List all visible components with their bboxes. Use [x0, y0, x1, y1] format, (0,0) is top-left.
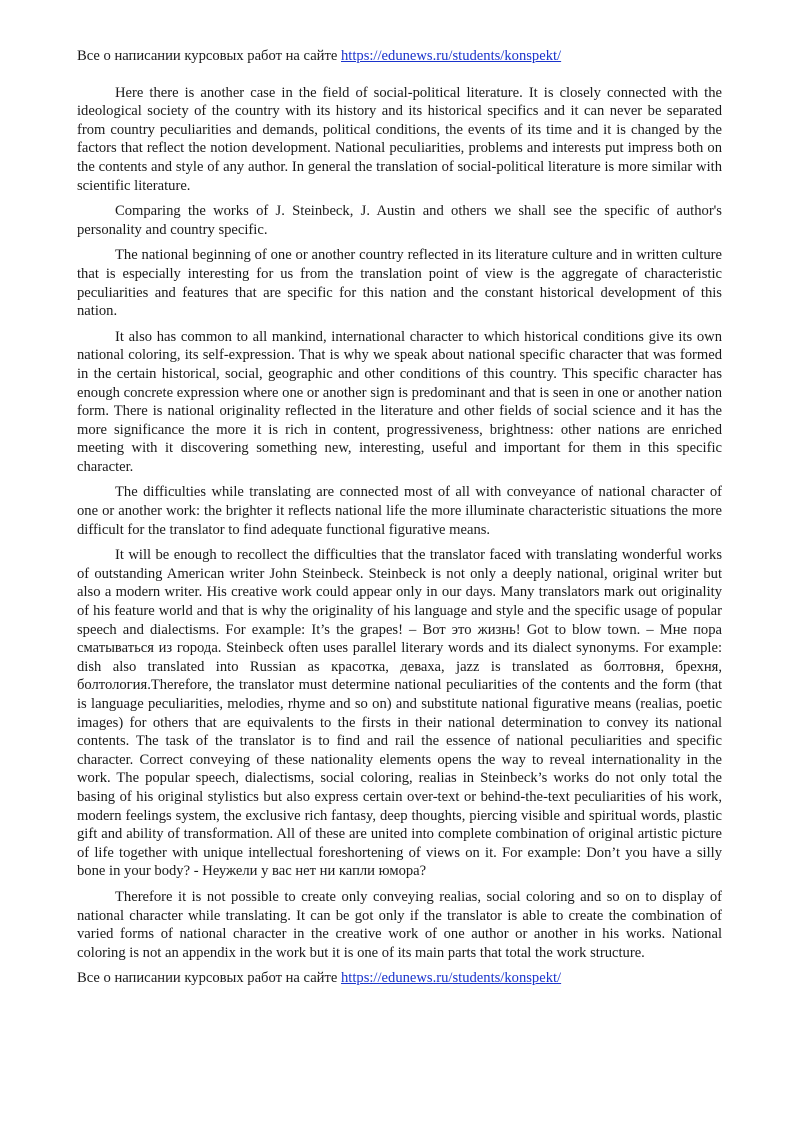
document-page: [77, 47, 722, 988]
paragraph-2: Comparing the works of J. Steinbeck, J. Austin and others we shall see the specific of author's personality and country specific.: [77, 203, 722, 238]
paragraph-5: The difficulties while translating are connected most of all with conveyance of national character of one or another work: the brighter it reflects national life the more illuminate characteristic situations the more difficult for the translator to find adequate functional figurative means.: [77, 484, 722, 538]
footer-link[interactable]: https://edunews.ru/students/konspekt/: [341, 970, 562, 987]
paragraph-1: Here there is another case in the field of social-political literature. It is closely connected with the ideological society of the country with its history and its historical specifics and it can never be separated from country peculiarities and demands, political conditions, the events of its time and it is changed by the factors that reflect the notion development. National peculiarities, problems and interests put impress both on the contents and style of any author. In general the translation of social-political literature is more similar with scientific literature.: [77, 84, 722, 194]
header-text: Все о написании курсовых работ на сайте: [77, 48, 341, 64]
page-header: [77, 47, 722, 66]
paragraph-3: The national beginning of one or another country reflected in its literature culture and in written culture that is especially interesting for us from the translation point of view is the aggregate of characteristic peculiarities and features that are specific for this nation and the constant historical development of this nation.: [77, 247, 722, 320]
header-link[interactable]: https://edunews.ru/students/konspekt/: [341, 48, 562, 64]
footer-text: Все о написании курсовых работ на сайте: [77, 970, 341, 987]
paragraph-4: It also has common to all mankind, international character to which historical conditions give its own national coloring, its self-expression. That is why we speak about national specific character that was formed in the certain historical, social, geographic and other conditions of this country. This specific character has enough concrete expression where one or another sign is predominant and that is seen in one or another nation form. There is national originality reflected in the literature and other fields of social science and it has the more significance the more it is rich in content, progressiveness, brightness: other nations are enriched meeting with it discovering something new, interesting, useful and important for them in this specific character.: [77, 328, 722, 475]
paragraph-7: Therefore it is not possible to create only conveying realias, social coloring and so on to display of national character while translating. It can be got only if the translator is able to create the combination of varied forms of national character in the creative work of one author or another in his works. National coloring is not an appendix in the work but it is one of its main parts that total the work structure.: [77, 888, 722, 961]
paragraph-6: It will be enough to recollect the difficulties that the translator faced with translating wonderful works of outstanding American writer John Steinbeck. Steinbeck is not only a deeply national, original writer but also a modern writer. His creative work could appear only in our days. Many translators mark out originality of his feature world and that is why the originality of his language and style and the specific usage of popular speech and dialectisms. For example: It’s the grapes! – Вот это жизнь! Got to blow town. – Мне пора сматываться из города. Steinbeck often uses parallel literary words and its dialect synonyms. For example: dish also translated into Russian as красотка, деваха, jazz is translated as болтовня, брехня, болтология.Therefore, the translator must determine national peculiarities of the contents and the form (that is language peculiarities, melodies, rhyme and so on) and substitute national figurative means (realias, poetic images) for others that are equivalents to the firsts in their national determination to convey its national contents. The task of the translator is to find and rail the essence of national peculiarities and specific character. Correct conveying of these nationality elements opens the way to reveal internationality in the work. The popular speech, dialectisms, social coloring, realias in Steinbeck’s works do not only total the basing of his original stylistics but also express certain over-text or behind-the-text peculiarities of his work, modern feelings system, the exclusive rich fantasy, deep thoughts, piercing visible and spiritual words, plastic gift and ability of transformation. All of these are united into complete combination of original artistic picture of life together with unique intellectual foreshortening of views on it. For example: Don’t you have a silly bone in your body? - Неужели у вас нет ни капли юмора?: [77, 547, 722, 880]
page-footer: [77, 969, 722, 988]
